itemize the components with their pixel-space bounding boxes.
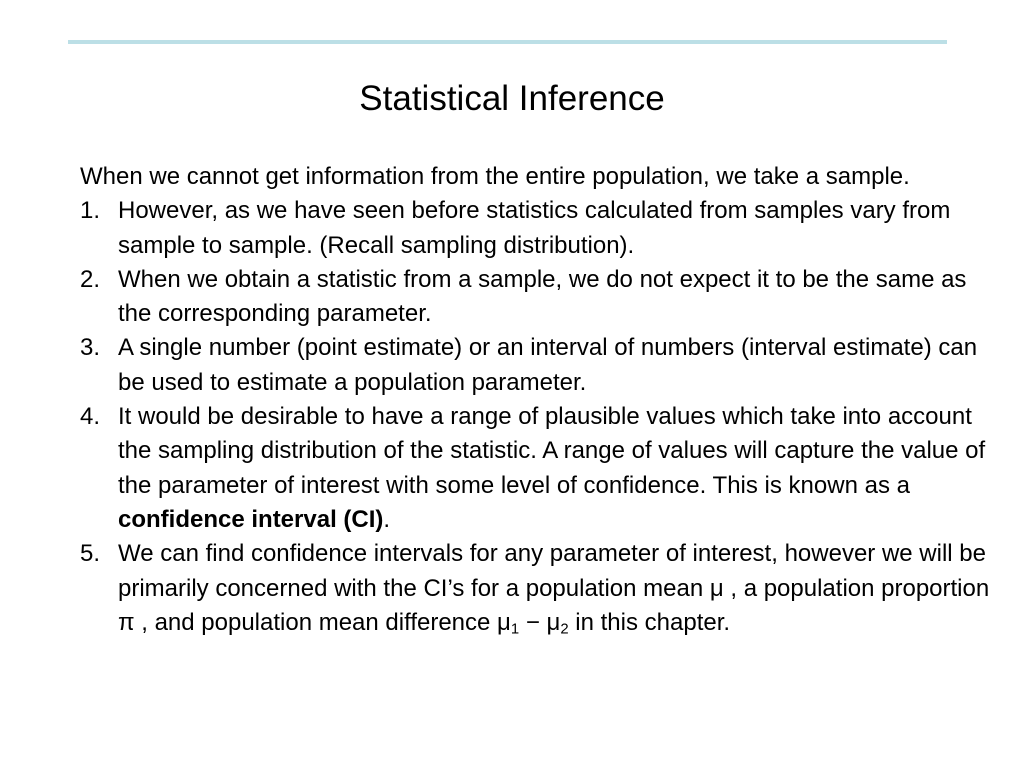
slide-body [80, 160, 990, 640]
list-number: 5. [80, 540, 101, 568]
slide-title: Statistical Inference [359, 79, 665, 118]
list-item-text: It would be desirable to have a range of plausible values which take into account the sampling distribution of the statistic. A range of values will capture the value of the parameter of interest with some level of confidence. This is known as a [118, 403, 986, 499]
list-item-4 [80, 400, 990, 537]
list-number: 1. [80, 197, 101, 225]
list-number: 2. [80, 265, 101, 293]
subscript-1: 1 [510, 621, 520, 638]
mu-symbol: μ [546, 608, 561, 636]
list-item-text-end: in this chapter. [568, 608, 731, 636]
confidence-interval-term: confidence interval (CI) [118, 505, 384, 533]
list-number: 4. [80, 403, 101, 431]
mu-symbol: μ [497, 608, 511, 636]
list-item-3 [80, 331, 990, 400]
subscript-2: 2 [560, 621, 569, 638]
list-item-text: We can find confidence intervals for any parameter of interest, however we will be primarily concerned with the CI’s for a population mean μ , a population proportion π , and population mean difference [118, 540, 990, 636]
list-item-text: A single number (point estimate) or an interval of numbers (interval estimate) can be used to estimate a population parameter. [118, 334, 978, 396]
list-number: 3. [80, 334, 101, 362]
top-divider-line [68, 40, 947, 44]
list-item-text: However, as we have seen before statistics calculated from samples vary from sample to sample. (Recall sampling distribution). [118, 197, 951, 259]
intro-paragraph: When we cannot get information from the entire population, we take a sample. [80, 163, 910, 190]
list-item-5 [80, 537, 990, 640]
list-item-text-end: . [383, 505, 391, 533]
list-item-1 [80, 194, 990, 263]
minus-sign: − [519, 608, 547, 636]
list-item-2 [80, 263, 990, 332]
list-item-text: When we obtain a statistic from a sample, we do not expect it to be the same as the corresponding parameter. [118, 265, 967, 328]
